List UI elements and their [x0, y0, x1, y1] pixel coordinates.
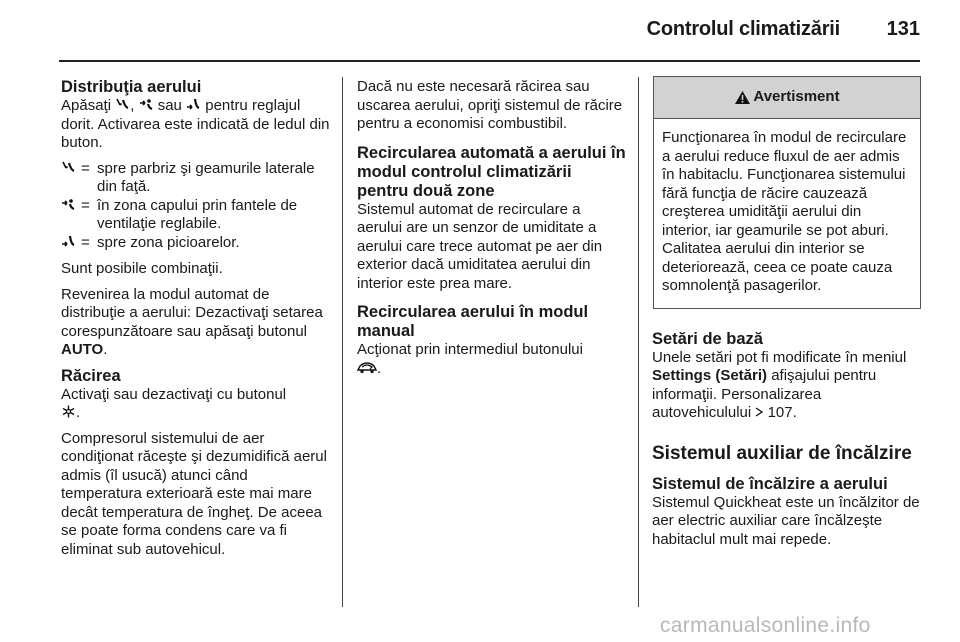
- basic-settings-text: Unele setări pot fi modificate în meniul Settings (Setări) afişajului pentru informaţii. Personalizarea autovehiculului 107.: [652, 348, 907, 421]
- header-divider: [59, 60, 920, 62]
- warning-box: [653, 76, 921, 309]
- page-header: [0, 0, 960, 64]
- auto-recirculation-text: Sistemul automat de recirculare a aerului are un senzor de umiditate a aerului care trece automat pe aer din exterior dacă umiditatea aerului din interior este prea mare.: [357, 200, 603, 292]
- warning-text: Funcţionarea în modul de recirculare a aerului reduce fluxul de aer admis în habitaclu. Funcţionarea sistemului fără funcţia de răcire cauzează creşterea umidităţii aerului din interior, iar geamurile se pot aburi. Calitatea aerului din interior se deteriorează, ceea ce poate cauza somnolenţă pasagerilor.: [662, 129, 907, 294]
- combinations-text: Sunt posibile combinaţii.: [61, 260, 223, 277]
- auto-recirculation-heading: Recircularea automată a aerului în modul controlul climatizării pentru două zone: [357, 143, 626, 200]
- auxiliary-heating-heading: Sistemul auxiliar de încălzire: [652, 442, 912, 464]
- settings-menu-label: Settings (Setări): [652, 367, 768, 384]
- air-heater-heading: Sistemul de încălzire a aerului: [652, 474, 888, 493]
- column-2: [357, 78, 627, 385]
- air-heater-text: Sistemul Quickheat este un încălzitor de aer electric auxiliar care încălzeşte habitaclul mult mai repede.: [652, 493, 920, 548]
- head-airflow-icon: [139, 98, 154, 111]
- legend-row-foot: [61, 234, 331, 253]
- auto-button-label: AUTO: [61, 341, 104, 358]
- legend-row-windshield: [61, 160, 331, 197]
- warning-triangle-icon: [734, 90, 751, 105]
- cooling-text: Activaţi sau dezactivaţi cu butonul .: [61, 385, 287, 421]
- recirculation-car-icon: [357, 361, 377, 374]
- legend-equals: =: [81, 233, 90, 251]
- page-number: 131: [886, 18, 920, 40]
- watermark: carmanualsonline.info: [660, 614, 871, 637]
- page-title: Controlul climatizării: [646, 18, 840, 40]
- foot-airflow-icon: [186, 98, 201, 111]
- snowflake-icon: [61, 405, 76, 418]
- airflow-legend: [61, 160, 331, 253]
- manual-recirculation-text: Acţionat prin intermediul butonului .: [357, 341, 583, 377]
- compressor-text: Compresorul sistemului de aer condiţionat răceşte şi dezumidifică aerul admis (îl usucă) atunci când temperatura exterioară este mai mare decât temperatura de îngheţ. De aceea se poate forma condens care va fi eliminat sub autovehicul.: [61, 429, 327, 558]
- distribution-intro: Apăsaţi , sau pentru reglajul dorit. Activarea este indicată de ledul din buton.: [61, 97, 330, 151]
- column-divider-2: [638, 77, 639, 607]
- legend-row-head: [61, 197, 331, 234]
- foot-airflow-icon: [61, 235, 76, 248]
- legend-text: spre zona picioarelor.: [97, 233, 240, 251]
- column-divider-1: [342, 77, 343, 607]
- windshield-airflow-icon: [115, 98, 130, 111]
- legend-text: spre parbriz şi geamurile laterale din faţă.: [97, 159, 315, 195]
- windshield-airflow-icon: [61, 161, 76, 174]
- return-auto-text: Revenirea la modul automat de distribuţie a aerului: Dezactivaţi setarea corespunzătoare sau apăsaţi butonul AUTO.: [61, 285, 323, 358]
- warning-header: [654, 77, 920, 119]
- manual-recirculation-heading: Recircularea aerului în modul manual: [357, 303, 589, 340]
- cooling-heading: Răcirea: [61, 366, 121, 385]
- legend-text: în zona capului prin fantele de ventilaţie reglabile.: [97, 196, 298, 232]
- warning-title: Avertisment: [753, 88, 840, 106]
- head-airflow-icon: [61, 198, 76, 211]
- column-3: [652, 76, 924, 556]
- column-1: [61, 78, 331, 566]
- no-cooling-text: Dacă nu este necesară răcirea sau uscarea aerului, opriţi sistemul de răcire pentru a economisi combustibil.: [357, 78, 623, 132]
- legend-equals: =: [81, 159, 90, 177]
- distribution-heading: Distribuţia aerului: [61, 78, 202, 96]
- legend-equals: =: [81, 196, 90, 214]
- basic-settings-heading: Setări de bază: [652, 329, 763, 348]
